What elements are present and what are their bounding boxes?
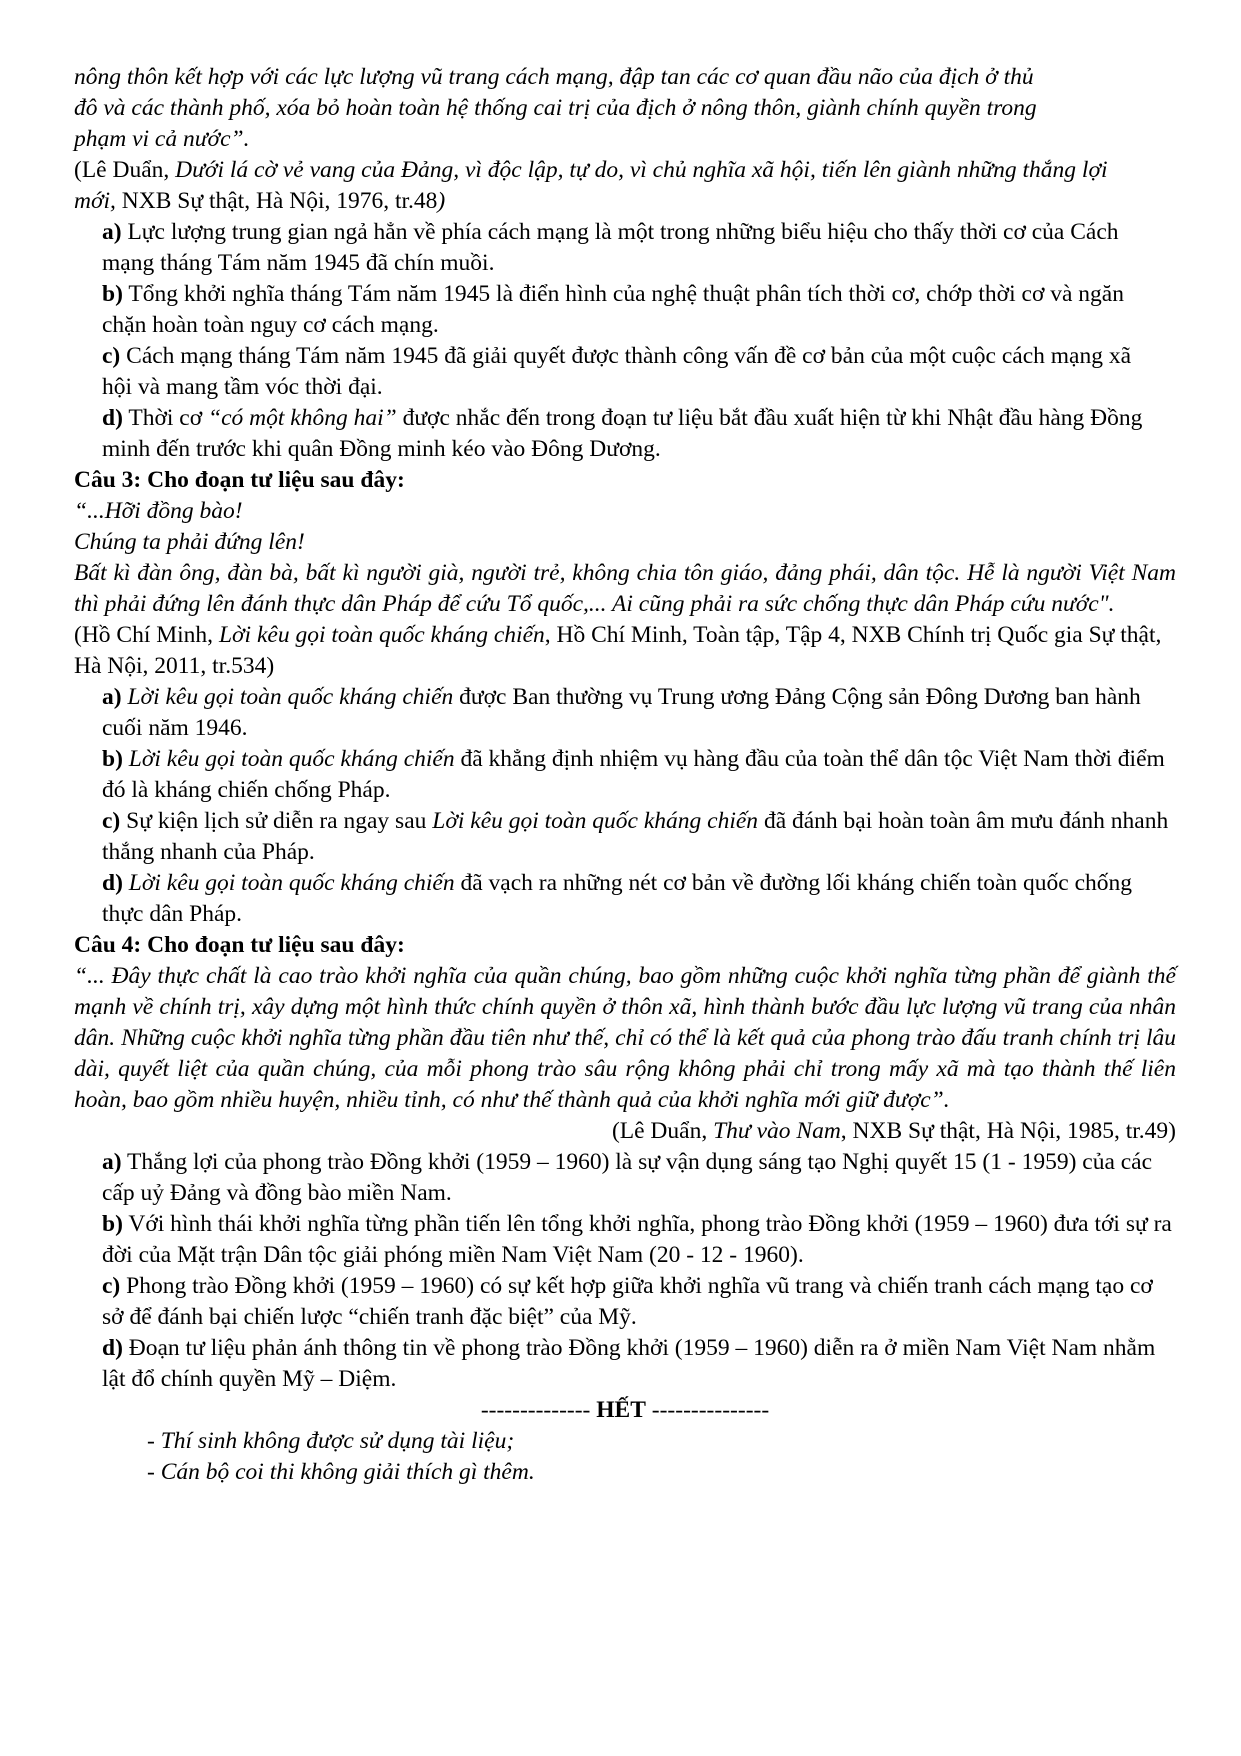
option-text: Phong trào Đồng khởi (1959 – 1960) có sự kết hợp giữa khởi nghĩa vũ trang và chiến tranh cách mạng tạo cơ sở để đánh bại chiến lược “chiến tranh đặc biệt” của Mỹ. — [102, 1273, 1153, 1330]
option-text: đã khẳng định nhiệm vụ hàng đầu của toàn thể dân tộc Việt Nam thời điểm đó là kháng chiến chống Pháp. — [102, 746, 1165, 803]
end-dashes-right: --------------- — [645, 1397, 770, 1423]
source-title: Dưới lá cờ vẻ vang của Đảng, vì độc lập, tự do, vì chủ nghĩa xã hội, tiến lên giành những thắng lợi mới, — [74, 157, 1108, 214]
note-line: - Thí sinh không được sử dụng tài liệu; — [147, 1428, 515, 1454]
source-citation — [74, 155, 1154, 217]
source-title: Thư vào Nam — [713, 1118, 841, 1144]
option-d — [74, 868, 1176, 930]
quote-line: nông thôn kết hợp với các lực lượng vũ trang cách mạng, đập tan các cơ quan đầu não của địch ở thủ — [74, 64, 1034, 90]
option-c — [74, 341, 1176, 403]
source-title: Lời kêu gọi toàn quốc kháng chiến — [218, 622, 545, 648]
option-d — [74, 1333, 1176, 1395]
end-dashes-left: -------------- — [480, 1397, 597, 1423]
option-label: c) — [102, 1273, 121, 1299]
quote-line: “...Hỡi đồng bào! — [74, 498, 243, 524]
option-label: a) — [102, 684, 122, 710]
option-d — [74, 403, 1176, 465]
note-line: - Cán bộ coi thi không giải thích gì thêm. — [147, 1459, 535, 1485]
option-label: d) — [102, 870, 123, 896]
quote-body: Bất kì đàn ông, đàn bà, bất kì người già, người trẻ, không chia tôn giáo, đảng phái, dân tộc. Hễ là người Việt Nam thì phải đứng lên đánh thực dân Pháp để cứu Tổ quốc,... Ai cũng phải ra sức chống thực dân Pháp cứu nước". — [74, 560, 1176, 617]
option-a — [74, 217, 1176, 279]
option-text: Cách mạng tháng Tám năm 1945 đã giải quyết được thành công vấn đề cơ bản của một cuộc cách mạng xã hội và mang tầm vóc thời đại. — [102, 343, 1132, 400]
source-open: (Lê Duẩn, — [74, 157, 176, 183]
option-text: đã vạch ra những nét cơ bản về đường lối kháng chiến toàn quốc chống thực dân Pháp. — [102, 870, 1133, 927]
source-close: ) — [437, 188, 446, 214]
question-3-heading: Câu 3: Cho đoạn tư liệu sau đây: — [74, 467, 405, 493]
option-text: Sự kiện lịch sử diễn ra ngay sau — [120, 808, 433, 834]
option-c — [74, 806, 1176, 868]
source-pre: (Hồ Chí Minh, — [74, 622, 219, 648]
quote-body: “... Đây thực chất là cao trào khởi nghĩa của quần chúng, bao gồm những cuộc khởi nghĩa từng phần để giành thế mạnh về chính trị, xây dựng một hình thức chính quyền ở thôn xã, hình thành bước đầu lực lượng vũ trang của nhân dân. Những cuộc khởi nghĩa từng phần đầu tiên như thế, chỉ có thể là kết quả của phong trào đấu tranh chính trị lâu dài, quyết liệt của quần chúng, của mỗi phong trào sâu rộng không phải chỉ trong mấy xã mà tạo thành thế liên hoàn, bao gồm nhiều huyện, nhiều tỉnh, có như thế thành quả của khởi nghĩa mới giữ được”. — [74, 963, 1176, 1113]
option-text: Thắng lợi của phong trào Đồng khởi (1959 – 1960) là sự vận dụng sáng tạo Nghị quyết 15 (1 - 1959) của các cấp uỷ Đảng và đồng bào miền Nam. — [102, 1149, 1153, 1206]
option-a — [74, 1147, 1176, 1209]
end-word: HẾT — [596, 1397, 646, 1423]
option-label: d) — [102, 1335, 123, 1361]
option-label: c) — [102, 343, 121, 369]
option-label: a) — [102, 1149, 122, 1175]
end-marker — [74, 1395, 1176, 1426]
option-label: d) — [102, 405, 123, 431]
quote-line: đô và các thành phố, xóa bỏ hoàn toàn hệ thống cai trị của địch ở nông thôn, giành chính quyền trong — [74, 95, 1037, 121]
source-post: , Hồ Chí Minh, Toàn tập, Tập 4, NXB Chính trị Quốc gia Sự thật, Hà Nội, 2011, tr.534) — [74, 622, 1162, 679]
source-pre: (Lê Duẩn, — [611, 1118, 714, 1144]
source-citation — [74, 1116, 1176, 1147]
quote-line: Chúng ta phải đứng lên! — [74, 529, 305, 555]
option-text: Đoạn tư liệu phản ánh thông tin về phong trào Đồng khởi (1959 – 1960) diễn ra ở miền Nam Việt Nam nhằm lật đổ chính quyền Mỹ – Diệm. — [102, 1335, 1156, 1392]
option-label: c) — [102, 808, 121, 834]
option-italic: Lời kêu gọi toàn quốc kháng chiến — [122, 746, 455, 772]
option-text: Tổng khởi nghĩa tháng Tám năm 1945 là điển hình của nghệ thuật phân tích thời cơ, chớp thời cơ và ngăn chặn hoàn toàn nguy cơ cách mạng. — [102, 281, 1124, 338]
option-label: b) — [102, 746, 123, 772]
option-b — [74, 1209, 1176, 1271]
option-text: Thời cơ — [122, 405, 209, 431]
option-b — [74, 279, 1176, 341]
question-4-heading: Câu 4: Cho đoạn tư liệu sau đây: — [74, 932, 405, 958]
source-rest: NXB Sự thật, Hà Nội, 1976, tr.48 — [115, 188, 438, 214]
option-italic: “có một không hai” — [208, 405, 397, 431]
option-italic: Lời kêu gọi toàn quốc kháng chiến — [432, 808, 759, 834]
option-italic: Lời kêu gọi toàn quốc kháng chiến — [122, 870, 455, 896]
source-post: , NXB Sự thật, Hà Nội, 1985, tr.49) — [840, 1118, 1176, 1144]
option-b — [74, 744, 1176, 806]
option-text: Với hình thái khởi nghĩa từng phần tiến lên tổng khởi nghĩa, phong trào Đồng khởi (1959 – 1960) đưa tới sự ra đời của Mặt trận Dân tộc giải phóng miền Nam Việt Nam (20 - 12 - 1960). — [102, 1211, 1172, 1268]
option-label: a) — [102, 219, 122, 245]
option-label: b) — [102, 281, 123, 307]
option-c — [74, 1271, 1176, 1333]
option-text: đã đánh bại hoàn toàn âm mưu đánh nhanh thắng nhanh của Pháp. — [102, 808, 1169, 865]
option-text: Lực lượng trung gian ngả hẳn về phía cách mạng là một trong những biểu hiệu cho thấy thời cơ của Cách mạng tháng Tám năm 1945 đã chín muồi. — [102, 219, 1119, 276]
option-a — [74, 682, 1176, 744]
option-italic: Lời kêu gọi toàn quốc kháng chiến — [121, 684, 454, 710]
option-text: được Ban thường vụ Trung ương Đảng Cộng sản Đông Dương ban hành cuối năm 1946. — [102, 684, 1141, 741]
option-text: được nhắc đến trong đoạn tư liệu bắt đầu xuất hiện từ khi Nhật đầu hàng Đồng minh đến trước khi quân Đồng minh kéo vào Đông Dương. — [102, 405, 1143, 462]
source-citation — [74, 620, 1176, 682]
option-label: b) — [102, 1211, 123, 1237]
quote-line: phạm vi cả nước”. — [74, 126, 250, 152]
